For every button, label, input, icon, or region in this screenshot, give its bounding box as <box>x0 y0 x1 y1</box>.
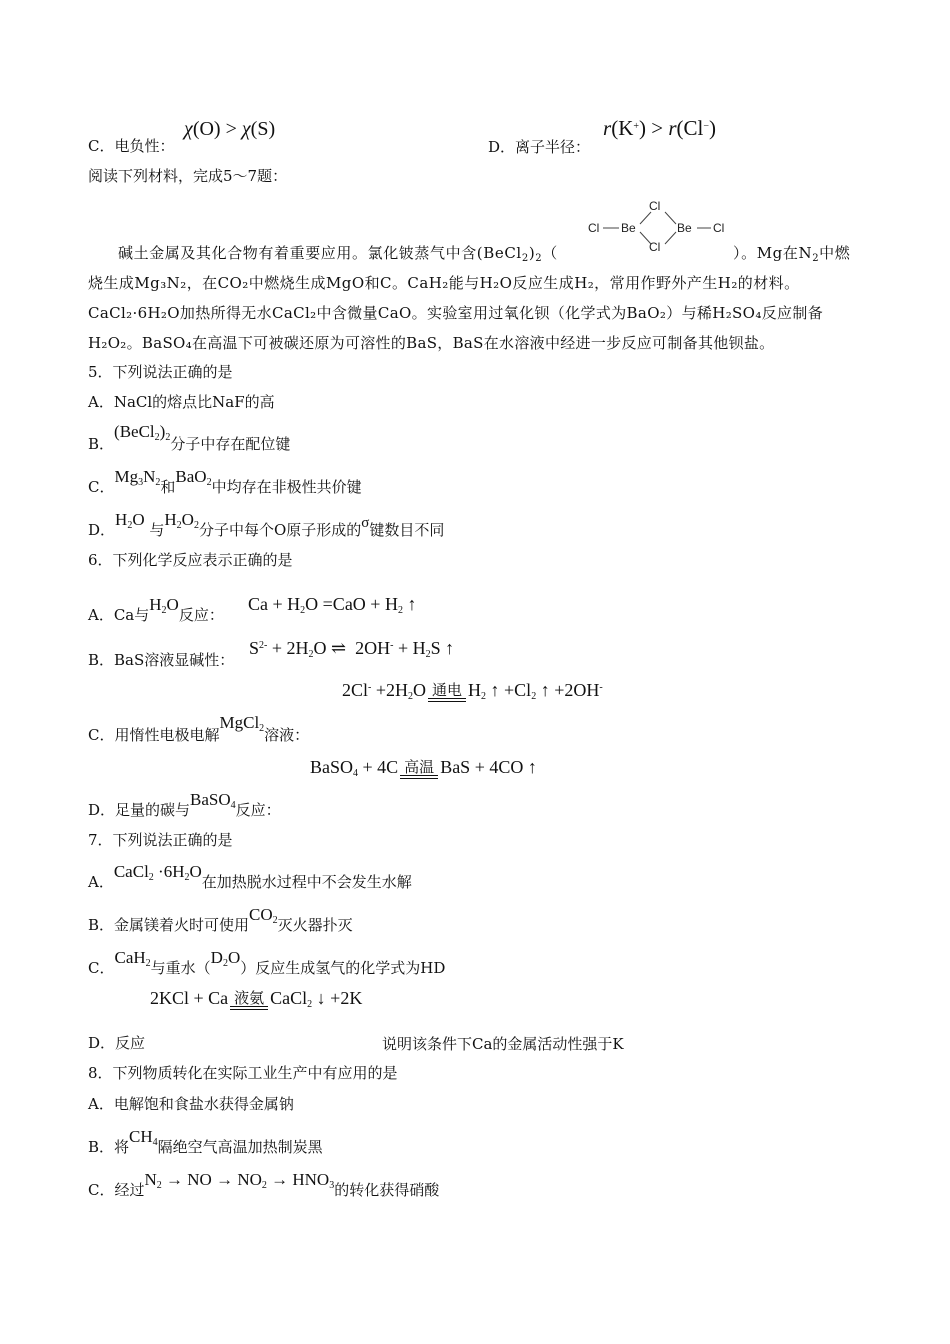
q8-option-c: C．经过$N_2$ → NO → $NO_2 \to HNO_3$的转化获得硝酸 <box>88 1170 440 1199</box>
q6-option-c: C．用惰性电极电解MgCl$_2$溶液： <box>88 713 310 744</box>
material-line-1-end: ）。Mg在$N_2$中燃 <box>733 244 851 264</box>
q6-a-equation: $Ca + H_2O =CaO + H_2$ ↑ <box>248 594 417 616</box>
material-line-3: CaCl₂·6H₂O加热所得无水CaCl₂中含微量CaO。实验室用过氧化钡（化学式为BaO₂）与稀H₂SO₄反应制备 <box>88 304 824 322</box>
q7-option-a: A．CaCl$_2$ $\cdot 6H_2O$在加热脱水过程中不会发生水解 <box>88 862 412 891</box>
q5-option-d: D．$H_2O$ 与$H_2O_2$分子中每个O原子形成的σ键数目不同 <box>88 510 445 539</box>
q5-stem: 5．下列说法正确的是 <box>88 363 233 381</box>
q5-option-a: A．NaCl的熔点比NaF的高 <box>88 393 275 411</box>
q6-c-equation: $2Cl^- +2H_2O$ 通电 $H_2$ ↑ $+Cl_2$ ↑ +2OH- <box>342 680 603 702</box>
q7-d-equation: 2KCl + Ca 液氨 CaCl$_2$ ↓ +2K <box>150 988 363 1010</box>
q4-d-expression: r(K+) > r(Cl−) <box>603 116 717 140</box>
q7-stem: 7．下列说法正确的是 <box>88 831 233 849</box>
q7-option-b: B．金属镁着火时可使用$CO_2$灭火器扑灭 <box>88 905 353 934</box>
material-line-1: 碱土金属及其化合物有着重要应用。氯化铍蒸气中含$(BeCl_2)_2$（ <box>118 244 558 264</box>
q7-option-c: C．CaH$_2$与重水$(D_2O)$反应生成氢气的化学式为HD <box>88 948 446 977</box>
becl2-dimer-structure <box>583 198 733 256</box>
q5-option-b: B．$(BeCl_2)_2$分子中存在配位键 <box>88 422 291 453</box>
struct-cl-left: Cl <box>588 221 600 235</box>
q4-c-expression: χ(O) > χ(S) <box>184 118 276 140</box>
q4-option-c <box>88 136 174 156</box>
instruction: 阅读下列材料，完成5～7题： <box>88 167 288 185</box>
q6-b-equation: $S^{2-} + 2H_2O$ ⇌ $2OH^- + H_2S$ ↑ <box>249 638 455 660</box>
material-line-2: 烧生成Mg₃N₂，在CO₂中燃烧生成MgO和C。CaH₂能与H₂O反应生成H₂，常用作野外产生H₂的材料。 <box>88 274 800 292</box>
q6-option-d: D．足量的碳与BaSO$_4$反应： <box>88 790 281 819</box>
struct-be-right: Be <box>677 221 692 235</box>
q6-stem: 6．下列化学反应表示正确的是 <box>88 551 293 569</box>
struct-cl-top: Cl <box>649 199 661 213</box>
q5-option-c: C．$Mg_3N_2$和BaO$_2$中均存在非极性共价键 <box>88 467 362 496</box>
q8-option-b: B．将$CH_4$隔绝空气高温加热制炭黑 <box>88 1127 323 1156</box>
q6-d-equation: BaSO$_4$ + 4C 高温 BaS + 4CO ↑ <box>310 757 537 779</box>
q8-option-a: A．电解饱和食盐水获得金属钠 <box>88 1095 294 1113</box>
q4-option-d <box>488 136 590 157</box>
struct-cl-bottom: Cl <box>649 240 661 254</box>
q4-c-label: C．电负性： <box>88 137 175 155</box>
q6-option-a: A．Ca与$H_2O$反应： <box>88 595 224 624</box>
q4-d-label: D．离子半径： <box>488 138 591 156</box>
q7-option-d-label: D．反应 <box>88 1034 146 1052</box>
struct-cl-right: Cl <box>713 221 725 235</box>
q8-stem: 8．下列物质转化在实际工业生产中有应用的是 <box>88 1064 398 1082</box>
struct-be-left: Be <box>621 221 636 235</box>
q6-option-b: B．BaS溶液显碱性： <box>88 651 235 669</box>
q7-option-d-text: 说明该条件下Ca的金属活动性强于K <box>382 1035 624 1053</box>
material-line-4: H₂O₂。BaSO₄在高温下可被碳还原为可溶性的BaS，BaS在水溶液中经进一步反应可制备其他钡盐。 <box>88 334 775 352</box>
